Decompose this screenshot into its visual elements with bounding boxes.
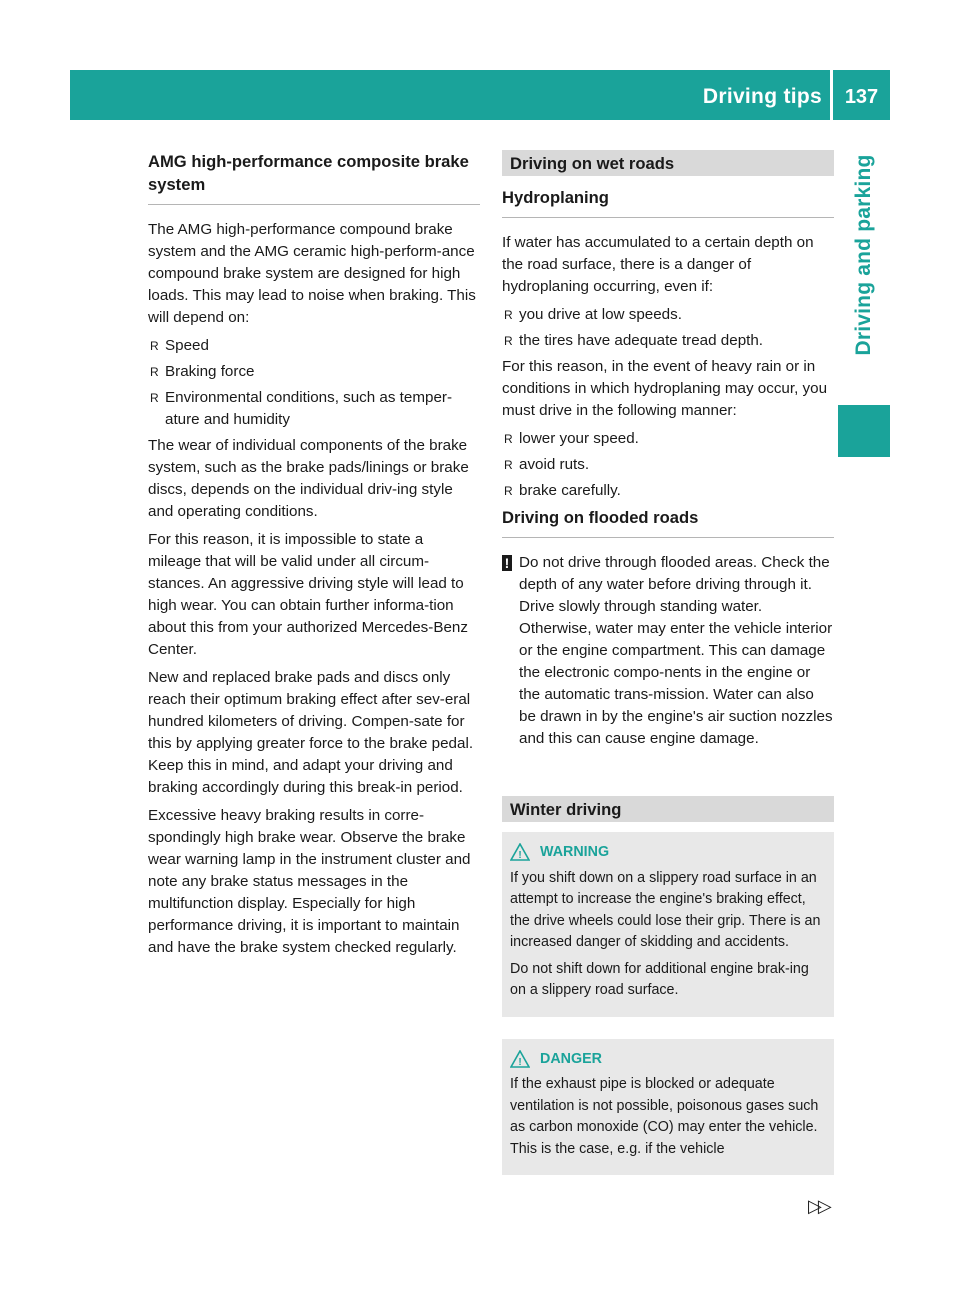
list-item: R brake carefully. [502,480,834,502]
bullet-icon: R [150,391,159,405]
list-item: R Speed [148,335,480,357]
bullet-icon: R [504,308,513,322]
warning-text: If you shift down on a slippery road surface in an attempt to increase the engine's braking effect, the drive wheels could lose their grip. There is an increased danger of skidding and accidents. [510,869,821,950]
left-column [148,150,480,965]
bullet-icon: R [504,334,513,348]
danger-title: ! DANGER [510,1049,826,1071]
amg-brake-intro: The AMG high-performance compound brake system and the AMG ceramic high-perform-ance compound brake system are designed for high loads. This may lead to noise when braking. This will depend on: [148,221,476,326]
list-item: R Braking force [148,361,480,383]
warning-text: Do not shift down for additional engine brak-ing on a slippery road surface. [510,960,809,998]
svg-text:!: ! [518,850,522,861]
flooded-roads-heading: Driving on flooded roads [502,506,834,538]
hydroplaning-intro: If water has accumulated to a certain depth on the road surface, there is a danger of hydroplaning occurring, even if: [502,234,814,295]
side-tab [838,120,890,390]
svg-text:!: ! [518,1056,522,1068]
paragraph: For this reason, it is impossible to state a mileage that will be valid under all circum-stances. An aggressive driving style will lead to high wear. You can obtain further informa-tion about this from your authorized Mercedes-Benz Center. [148,531,468,658]
list-item: R lower your speed. [502,428,834,450]
list-item: R you drive at low speeds. [502,304,834,326]
continue-icon: ▷▷ [808,1196,828,1216]
side-tab-label: Driving and parking [852,154,875,356]
paragraph: New and replaced brake pads and discs only reach their optimum braking effect after sev-eral hundred kilometers of driving. Compen-sate for this by applying greater force to the brake pedal. Keep this in mind, and adapt your driving and braking accordingly during this break-in period. [148,669,474,796]
list-item: R Environmental conditions, such as temper-ature and humidity [150,389,453,428]
list-item: R avoid ruts. [502,454,834,476]
driving-manner-list [502,428,834,502]
header-bar [70,70,890,120]
warning-triangle-icon [510,1050,530,1068]
flooded-roads-note [502,552,834,750]
bullet-icon: R [504,458,513,472]
warning-triangle-icon [510,843,530,861]
hydroplaning-heading: Hydroplaning [502,186,834,218]
paragraph: The wear of individual components of the brake system, such as the brake pads/linings or brake discs, depends on the individual driv-ing style and operating conditions. [148,437,469,520]
amg-brake-factors-list [148,335,480,431]
warning-title: ! WARNING [510,842,826,864]
chapter-title: Driving tips [702,85,822,108]
paragraph: Excessive heavy braking results in corre-spondingly high brake wear. Observe the brake wear warning lamp in the instrument cluster and note any brake status messages in the multifunction display. Especially for high performance driving, it is important to maintain and have the brake system checked regularly. [148,807,471,956]
hydroplaning-conditions-list [502,304,834,352]
flooded-roads-note-text: Do not drive through flooded areas. Check the depth of any water before driving through it. Drive slowly through standing water. Otherwise, water may enter the vehicle interior or the engine compartment. This can damage the electronic compo-nents in the engine or the automatic trans-mission. Water can also be drawn in by the engine's air suction nozzles and this can cause engine damage. [519,554,833,747]
paragraph: For this reason, in the event of heavy rain or in conditions in which hydroplaning may occur, you must drive in the following manner: [502,358,828,419]
bullet-icon: R [504,432,513,446]
list-item: R the tires have adequate tread depth. [502,330,834,352]
exclamation-icon: ! [502,555,512,571]
page-number: 137 [844,86,879,108]
bullet-icon: R [150,365,159,379]
section-wet-roads: Driving on wet roads [502,150,834,176]
bullet-icon: R [504,484,513,498]
warning-box [502,832,834,1017]
right-column [502,150,834,1175]
amg-brake-heading: AMG high-performance composite brake system [148,150,480,205]
danger-text: If the exhaust pipe is blocked or adequate ventilation is not possible, poisonous gases such as carbon monoxide (CO) may enter the vehicle. This is the case, e.g. if the vehicle [510,1076,819,1157]
section-winter-driving: Winter driving [502,796,834,822]
bullet-icon: R [150,339,159,353]
danger-box [502,1039,834,1176]
side-tab-marker [838,405,890,457]
